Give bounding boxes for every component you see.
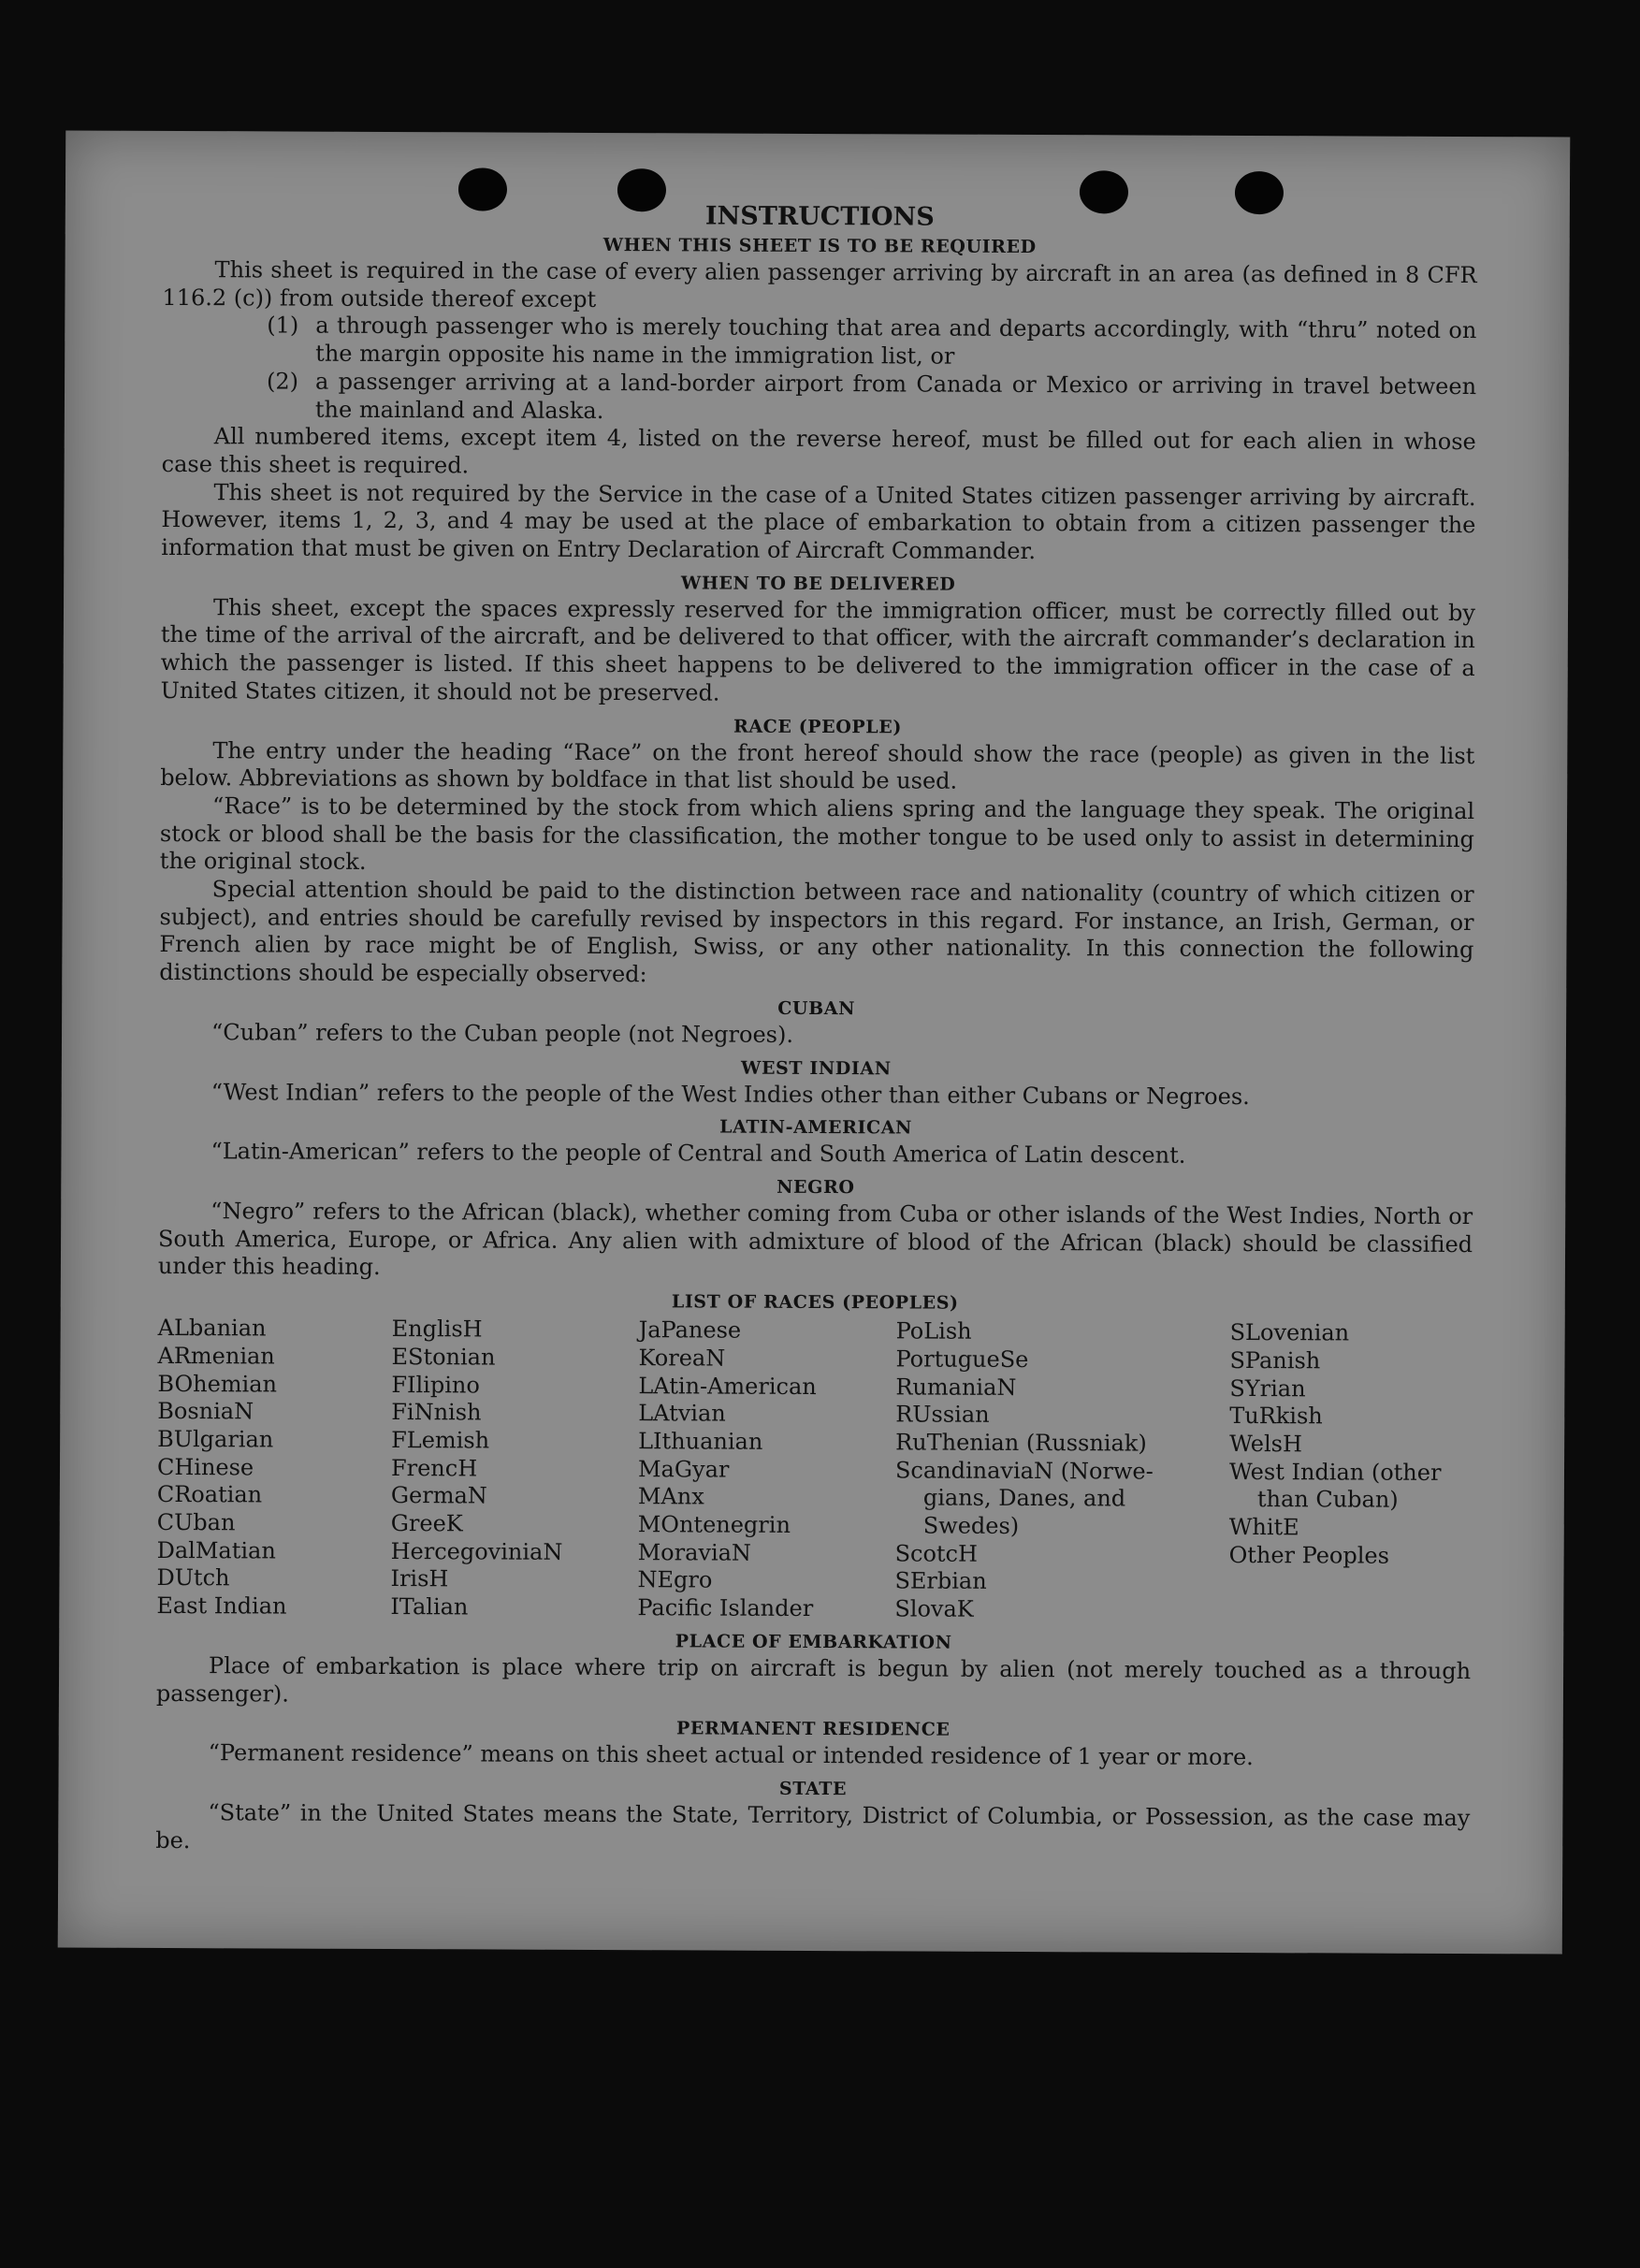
- heading-latin-american: LATIN-AMERICAN: [719, 1116, 913, 1139]
- document-sheet: [58, 131, 1570, 1955]
- paragraph-race-3: Special attention should be paid to the distinction between race and nationality (country of which citizen or subject), and entries should be carefully revised by inspectors in this regard. For instance, an Irish, German, or French alien by race might be of English, Swiss, or any other nationality. In this connection the following distinctions should be especially observed:: [159, 876, 1474, 988]
- race-item: WelsH: [1229, 1430, 1303, 1458]
- race-item: SErbian: [894, 1567, 987, 1595]
- paragraph-delivered: This sheet, except the spaces expressly reserved for the immigration officer, must be correctly filled out by the time of the arrival of the aircraft, and be delivered to that officer, with the aircraft commander’s declaration in which the passenger is listed. If this sheet happens to be delivered to the immigration officer in the case of a United States citizen, it should not be preserved.: [160, 593, 1476, 706]
- race-item: GreeK: [390, 1510, 463, 1537]
- paragraph-negro: “Negro” refers to the African (black), whether coming from Cuba or other islands of the West Indies, North or South America, Europe, or Africa. Any alien with admixture of blood of the African (black) should be classified under this heading.: [157, 1198, 1473, 1281]
- list-item-1: [267, 313, 1476, 373]
- race-item: FIlipino: [391, 1371, 480, 1398]
- race-item: RUssian: [895, 1401, 990, 1429]
- race-item: SlovaK: [894, 1595, 974, 1622]
- race-item-continuation: Swedes): [922, 1512, 1020, 1539]
- paragraph-race-1: The entry under the heading “Race” on the front hereof should show the race (people) as given in the list below. Abbreviations as shown by boldface in that list should be used.: [160, 736, 1475, 794]
- race-item: RuThenian (Russniak): [895, 1429, 1147, 1457]
- race-item: CHinese: [156, 1453, 254, 1481]
- race-item: HercegoviniaN: [390, 1537, 563, 1565]
- paragraph-west-indian: “West Indian” refers to the people of the West Indies other than either Cubans or Negroes.: [210, 1078, 1250, 1110]
- race-item-continuation: than Cuban): [1256, 1486, 1399, 1514]
- paragraph-race-2: “Race” is to be determined by the stock from which aliens spring and the language they speak. The original stock or blood shall be the basis for the classification, the mother tongue to be used only to assist in determining the original stock.: [159, 792, 1475, 876]
- race-item: EnglisH: [391, 1316, 483, 1343]
- race-item: PortugueSe: [895, 1345, 1029, 1373]
- race-item: DUtch: [156, 1564, 230, 1592]
- heading-race: RACE (PEOPLE): [733, 716, 903, 737]
- race-item: ITalian: [390, 1593, 469, 1621]
- race-item: DalMatian: [156, 1536, 276, 1564]
- races-column-1: [156, 1315, 391, 1621]
- race-item: SLovenian: [1229, 1319, 1350, 1346]
- paragraph-cuban: “Cuban” refers to the Cuban people (not Negroes).: [210, 1019, 794, 1048]
- race-item: CUban: [156, 1508, 236, 1536]
- heading-embarkation: PLACE OF EMBARKATION: [675, 1631, 952, 1653]
- race-item: Pacific Islander: [637, 1594, 814, 1622]
- paragraph-latin-american: “Latin-American” refers to the people of Central and South America of Latin descent.: [210, 1138, 1186, 1170]
- list-item-1-text: a through passenger who is merely touching that area and departs accordingly, with “thru” noted on the margin opposite his name in the immigration list, or: [315, 313, 1477, 370]
- paragraph-state: “State” in the United States means the State, Territory, District of Columbia, or Possession, as the case may be.: [155, 1799, 1471, 1854]
- paragraph-required: This sheet is required in the case of every alien passenger arriving by aircraft in an area (as defined in 8 CFR 116.2 (c)) from outside thereof except: [162, 256, 1477, 313]
- race-item: SPanish: [1229, 1346, 1321, 1374]
- race-item: LAtvian: [638, 1400, 726, 1427]
- race-item: FLemish: [391, 1426, 490, 1454]
- race-item: RumaniaN: [895, 1373, 1017, 1401]
- list-item-2-text: a passenger arriving at a land-border airport from Canada or Mexico or arriving in travel between the mainland and Alaska.: [314, 368, 1477, 424]
- paragraph-citizen: This sheet is not required by the Service in the case of a United States citizen passenger arriving by aircraft. However, items 1, 2, 3, and 4 may be used at the place of embarkation to obtain from a citizen passenger the information that must be given on Entry Declaration of Aircraft Commander.: [161, 478, 1476, 565]
- race-item: FiNnish: [391, 1399, 482, 1426]
- races-column-4: [894, 1317, 1229, 1624]
- paragraph-residence: “Permanent residence” means on this sheet actual or intended residence of 1 year or more.: [208, 1739, 1254, 1771]
- race-item: WhitE: [1228, 1513, 1299, 1541]
- races-column-5: [1228, 1319, 1472, 1626]
- heading-when-delivered: WHEN TO BE DELIVERED: [680, 573, 956, 595]
- heading-list-of-races: LIST OF RACES (PEOPLES): [671, 1291, 959, 1314]
- races-list: [156, 1315, 1472, 1626]
- instructions-content: [155, 198, 1477, 1860]
- race-item: Other Peoples: [1228, 1541, 1390, 1569]
- race-item: MoraviaN: [637, 1538, 752, 1566]
- race-item: ScotcH: [894, 1540, 979, 1567]
- heading-state: STATE: [778, 1778, 848, 1800]
- race-item: BosniaN: [157, 1398, 254, 1425]
- race-item: KoreaN: [638, 1344, 726, 1372]
- list-item-2-number: (2): [267, 368, 299, 395]
- race-item: NEgro: [637, 1566, 713, 1593]
- race-item: JaPanese: [638, 1316, 742, 1344]
- list-item-1-number: (1): [267, 312, 299, 339]
- race-item: ARmenian: [157, 1342, 275, 1370]
- heading-negro: NEGRO: [776, 1176, 855, 1199]
- heading-west-indian: WEST INDIAN: [741, 1057, 892, 1079]
- race-item: LIthuanian: [638, 1428, 763, 1455]
- paragraph-embarkation: Place of embarkation is place where trip on aircraft is begun by alien (not merely touched as a through passenger).: [155, 1652, 1472, 1708]
- race-item: IrisH: [390, 1565, 449, 1592]
- race-item: SYrian: [1229, 1374, 1306, 1402]
- race-item: MAnx: [637, 1483, 704, 1510]
- instructions-title: INSTRUCTIONS: [704, 201, 935, 232]
- race-item: PoLish: [895, 1317, 972, 1345]
- race-item: ALbanian: [157, 1315, 267, 1342]
- races-column-2: [390, 1316, 638, 1622]
- race-item: TuRkish: [1229, 1403, 1323, 1430]
- race-item: FrencH: [390, 1454, 478, 1482]
- heading-cuban: CUBAN: [777, 997, 856, 1020]
- race-item: EStonian: [391, 1343, 496, 1371]
- races-column-3: [637, 1316, 895, 1623]
- race-item: West Indian (other: [1228, 1458, 1442, 1486]
- race-item: BUlgarian: [157, 1425, 274, 1453]
- race-item: MOntenegrin: [637, 1511, 791, 1538]
- heading-when-required: WHEN THIS SHEET IS TO BE REQUIRED: [602, 235, 1037, 258]
- heading-residence: PERMANENT RESIDENCE: [675, 1718, 951, 1740]
- race-item: GermaN: [390, 1482, 487, 1509]
- race-item: MaGyar: [637, 1455, 730, 1483]
- race-item-continuation: gians, Danes, and: [922, 1484, 1126, 1512]
- race-item: East Indian: [156, 1592, 287, 1620]
- race-item: LAtin-American: [638, 1372, 817, 1400]
- race-item: BOhemian: [157, 1370, 278, 1397]
- race-item: CRoatian: [156, 1481, 263, 1508]
- race-item: ScandinaviaN (Norwe-: [894, 1456, 1154, 1485]
- paragraph-numbered-items: All numbered items, except item 4, listed on the reverse hereof, must be filled out for each alien in whose case this sheet is required.: [161, 423, 1476, 479]
- list-item-2: [267, 368, 1476, 429]
